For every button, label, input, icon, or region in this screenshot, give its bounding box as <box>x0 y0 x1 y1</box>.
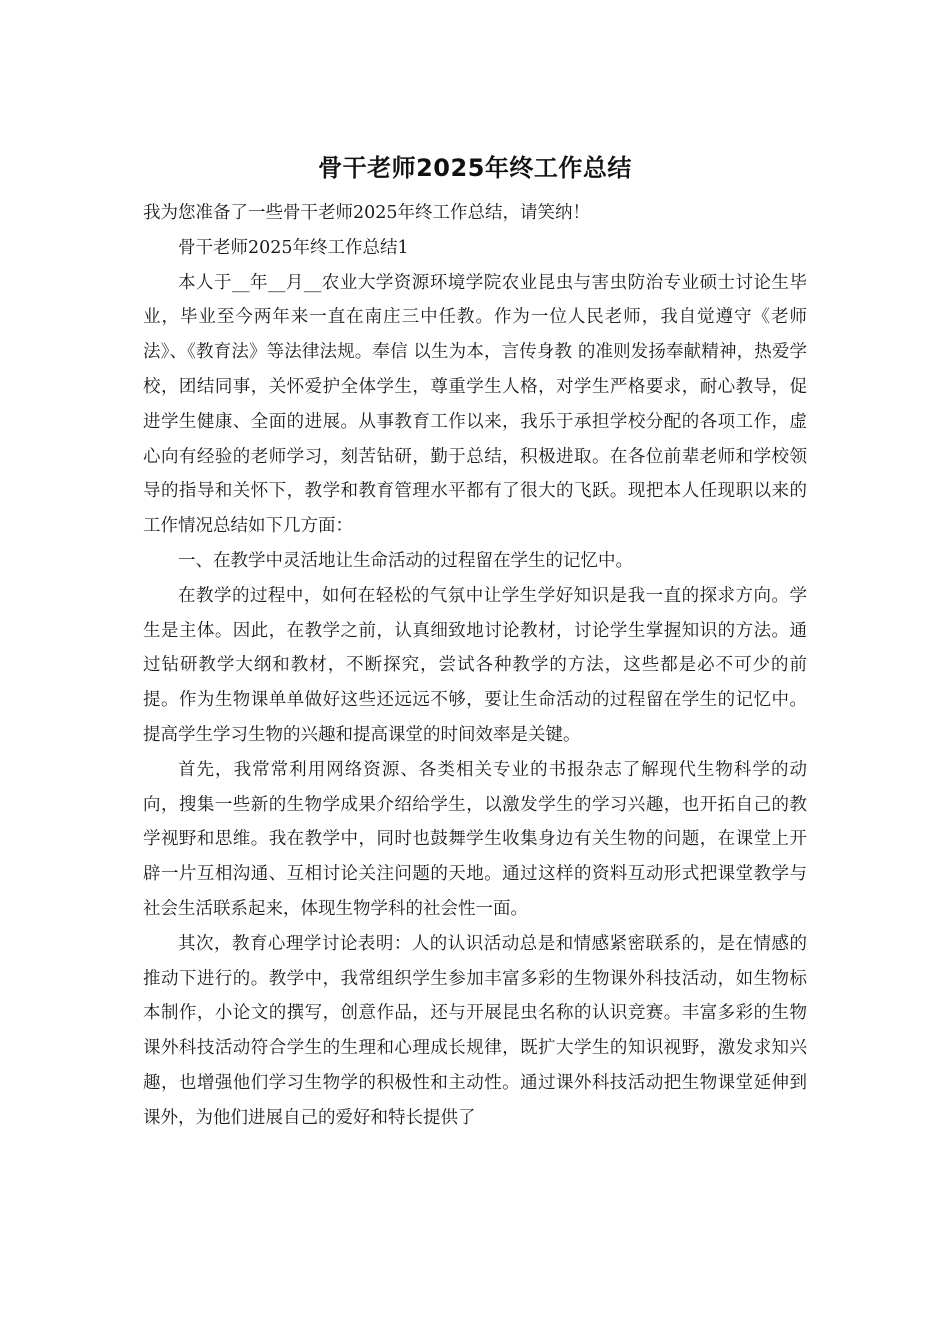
paragraph: 在教学的过程中，如何在轻松的气氛中让学生学好知识是我一直的探求方向。学生是主体。因此，在教学之前，认真细致地讨论教材，讨论学生掌握知识的方法。通过钻研教学大纲和教材，不断探究，尝试各种教学的方法，这些都是必不可少的前提。作为生物课单单做好这些还远远不够，要让生命活动的过程留在学生的记忆中。提高学生学习生物的兴趣和提高课堂的时间效率是关键。 <box>143 585 807 745</box>
section-heading: 一、在教学中灵活地让生命活动的过程留在学生的记忆中。 <box>178 550 633 571</box>
paragraph: 其次，教育心理学讨论表明：人的认识活动总是和情感紧密联系的，是在情感的推动下进行的。教学中，我常组织学生参加丰富多彩的生物课外科技活动，如生物标本制作，小论文的撰写，创意作品，还与开展昆虫名称的认识竞赛。丰富多彩的生物课外科技活动符合学生的生理和心理成长规律，既扩大学生的知识视野，激发求知兴趣，也增强他们学习生物学的积极性和主动性。通过课外科技活动把生物课堂延伸到课外，为他们进展自己的爱好和特长提供了 <box>143 933 807 1128</box>
intro-paragraph: 我为您准备了一些骨干老师2025年终工作总结，请笑纳！ <box>143 203 591 223</box>
paragraph: 首先，我常常利用网络资源、各类相关专业的书报杂志了解现代生物科学的动向，搜集一些新的生物学成果介绍给学生，以激发学生的学习兴趣，也开拓自己的教学视野和思维。我在教学中，同时也鼓舞学生收集身边有关生物的问题，在课堂上开辟一片互相沟通、互相讨论关注问题的天地。通过这样的资料互动形式把课堂教学与社会生活联系起来，体现生物学科的社会性一面。 <box>143 759 807 919</box>
document-body <box>143 196 807 1136</box>
document-title: 骨干老师2025年终工作总结 <box>318 154 632 182</box>
section-title: 骨干老师2025年终工作总结1 <box>178 237 409 258</box>
paragraph: 本人于__年__月__农业大学资源环境学院农业昆虫与害虫防治专业硕士讨论生毕业，毕业至今两年来一直在南庄三中任教。作为一位人民老师，我自觉遵守《老师法》、《教育法》等法律法规。奉信 以生为本，言传身教 的准则发扬奉献精神，热爱学校，团结同事，关怀爱护全体学生，尊重学生人格，对学生严格要求，耐心教导，促进学生健康、全面的进展。从事教育工作以来，我乐于承担学校分配的各项工作，虚心向有经验的老师学习，刻苦钻研，勤于总结，积极进取。在各位前辈老师和学校领导的指导和关怀下，教学和教育管理水平都有了很大的飞跃。现把本人任现职以来的工作情况总结如下几方面： <box>143 272 807 537</box>
